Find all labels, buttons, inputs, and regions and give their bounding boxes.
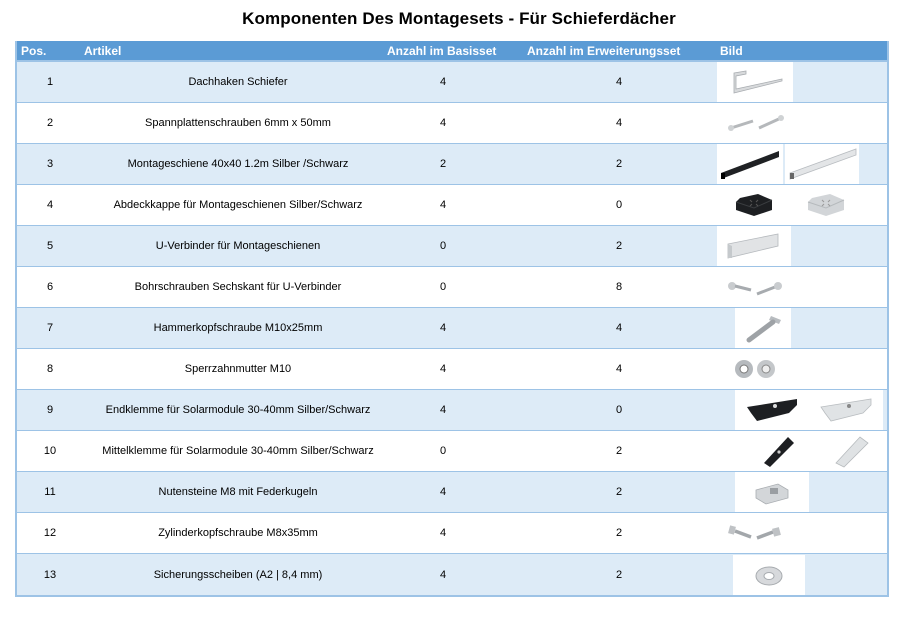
- pos-cell: 4: [46, 199, 54, 211]
- image-cell: [717, 308, 887, 348]
- table-row: [17, 390, 887, 431]
- end-clamp-black-image: [735, 390, 811, 430]
- pos-cell: 2: [46, 117, 54, 129]
- image-cell: [717, 513, 887, 553]
- erweiterungsset-cell: 8: [615, 281, 623, 293]
- image-cell: [717, 103, 887, 143]
- socket-head-screws-image: [717, 513, 793, 553]
- table-row: [17, 554, 887, 595]
- table-row: [17, 267, 887, 308]
- pos-cell: 3: [46, 158, 54, 170]
- roof-hook-image: [717, 62, 793, 102]
- basisset-cell: 4: [439, 199, 447, 211]
- image-cell: [717, 226, 887, 266]
- image-cell: [717, 472, 887, 512]
- header-artikel: Artikel: [84, 43, 122, 58]
- flange-nuts-image: [717, 349, 793, 389]
- artikel-cell: Montageschiene 40x40 1.2m Silber /Schwarz: [127, 158, 349, 170]
- image-cell: [717, 144, 887, 184]
- pos-cell: 5: [46, 240, 54, 252]
- erweiterungsset-cell: 2: [615, 240, 623, 252]
- header-erweiterungsset: Anzahl im Erweiterungsset: [527, 43, 681, 58]
- pos-cell: 7: [46, 322, 54, 334]
- pos-cell: 12: [43, 527, 57, 539]
- erweiterungsset-cell: 2: [615, 568, 623, 581]
- page-title: Komponenten Des Montagesets - Für Schieferdächer: [242, 9, 676, 28]
- erweiterungsset-cell: 4: [615, 117, 623, 129]
- erweiterungsset-cell: 4: [615, 76, 623, 88]
- u-connector-image: [717, 226, 791, 266]
- hex-drill-screws-image: [717, 267, 793, 307]
- artikel-cell: Bohrschrauben Sechskant für U-Verbinder: [134, 281, 342, 293]
- basisset-cell: 4: [439, 404, 447, 416]
- erweiterungsset-cell: 0: [615, 199, 623, 211]
- end-cap-black-image: [717, 185, 789, 225]
- image-cell: [717, 267, 887, 307]
- erweiterungsset-cell: 4: [615, 363, 623, 375]
- image-cell: [717, 390, 887, 430]
- artikel-cell: Sicherungsscheiben (A2 | 8,4 mm): [153, 568, 323, 581]
- basisset-cell: 4: [439, 322, 447, 334]
- image-cell: [717, 431, 887, 471]
- table-row: [17, 226, 887, 267]
- slot-nut-image: [735, 472, 809, 512]
- table-row: [17, 308, 887, 349]
- basisset-cell: 4: [439, 363, 447, 375]
- pos-cell: 9: [46, 404, 54, 416]
- rail-black-image: [717, 144, 783, 184]
- pos-cell: 1: [46, 76, 54, 88]
- basisset-cell: 4: [439, 117, 447, 129]
- chipboard-screws-image: [717, 103, 793, 143]
- image-cell: [717, 349, 887, 389]
- erweiterungsset-cell: 0: [615, 404, 623, 416]
- mid-clamp-silver-image: [811, 431, 883, 471]
- pos-cell: 8: [46, 363, 54, 375]
- artikel-cell: Abdeckkappe für Montageschienen Silber/Schwarz: [113, 199, 363, 211]
- pos-cell: 10: [43, 445, 57, 457]
- rail-silver-image: [785, 144, 859, 184]
- basisset-cell: 4: [439, 568, 447, 581]
- basisset-cell: 0: [439, 445, 447, 457]
- artikel-cell: Mittelklemme für Solarmodule 30-40mm Silber/Schwarz: [102, 445, 374, 457]
- table-row: [17, 513, 887, 554]
- pos-cell: 11: [44, 486, 56, 498]
- pos-cell: 6: [46, 281, 54, 293]
- basisset-cell: 4: [439, 76, 447, 88]
- erweiterungsset-cell: 4: [615, 322, 623, 334]
- erweiterungsset-cell: 2: [615, 158, 623, 170]
- basisset-cell: 4: [439, 527, 447, 539]
- artikel-cell: Spannplattenschrauben 6mm x 50mm: [145, 117, 331, 129]
- table-header: [17, 41, 887, 62]
- image-cell: [717, 554, 887, 595]
- table-row: [17, 185, 887, 226]
- erweiterungsset-cell: 2: [615, 486, 623, 498]
- end-clamp-silver-image: [811, 390, 883, 430]
- artikel-cell: U-Verbinder für Montageschienen: [155, 240, 321, 252]
- header-bild: Bild: [720, 43, 743, 58]
- table-row: [17, 431, 887, 472]
- image-cell: [717, 62, 887, 102]
- basisset-cell: 0: [439, 281, 447, 293]
- header-basisset: Anzahl im Basisset: [387, 43, 497, 58]
- basisset-cell: 0: [439, 240, 447, 252]
- erweiterungsset-cell: 2: [615, 527, 623, 539]
- components-table: [15, 41, 889, 597]
- artikel-cell: Nutensteine M8 mit Federkugeln: [158, 486, 318, 498]
- table-row: [17, 62, 887, 103]
- artikel-cell: Dachhaken Schiefer: [188, 76, 288, 88]
- washer-image: [733, 555, 805, 595]
- mid-clamp-black-image: [735, 431, 811, 471]
- basisset-cell: 2: [439, 158, 447, 170]
- basisset-cell: 4: [439, 486, 447, 498]
- image-cell: [717, 185, 887, 225]
- table-row: [17, 144, 887, 185]
- erweiterungsset-cell: 2: [615, 445, 623, 457]
- table-row: [17, 103, 887, 144]
- artikel-cell: Zylinderkopfschraube M8x35mm: [158, 527, 318, 539]
- table-row: [17, 349, 887, 390]
- pos-cell: 13: [43, 568, 57, 581]
- header-pos: Pos.: [21, 43, 47, 58]
- hammer-head-bolt-image: [735, 308, 791, 348]
- table-row: [17, 472, 887, 513]
- artikel-cell: Endklemme für Solarmodule 30-40mm Silber/Schwarz: [105, 404, 371, 416]
- end-cap-grey-image: [789, 185, 861, 225]
- artikel-cell: Sperrzahnmutter M10: [184, 363, 292, 375]
- artikel-cell: Hammerkopfschraube M10x25mm: [153, 322, 323, 334]
